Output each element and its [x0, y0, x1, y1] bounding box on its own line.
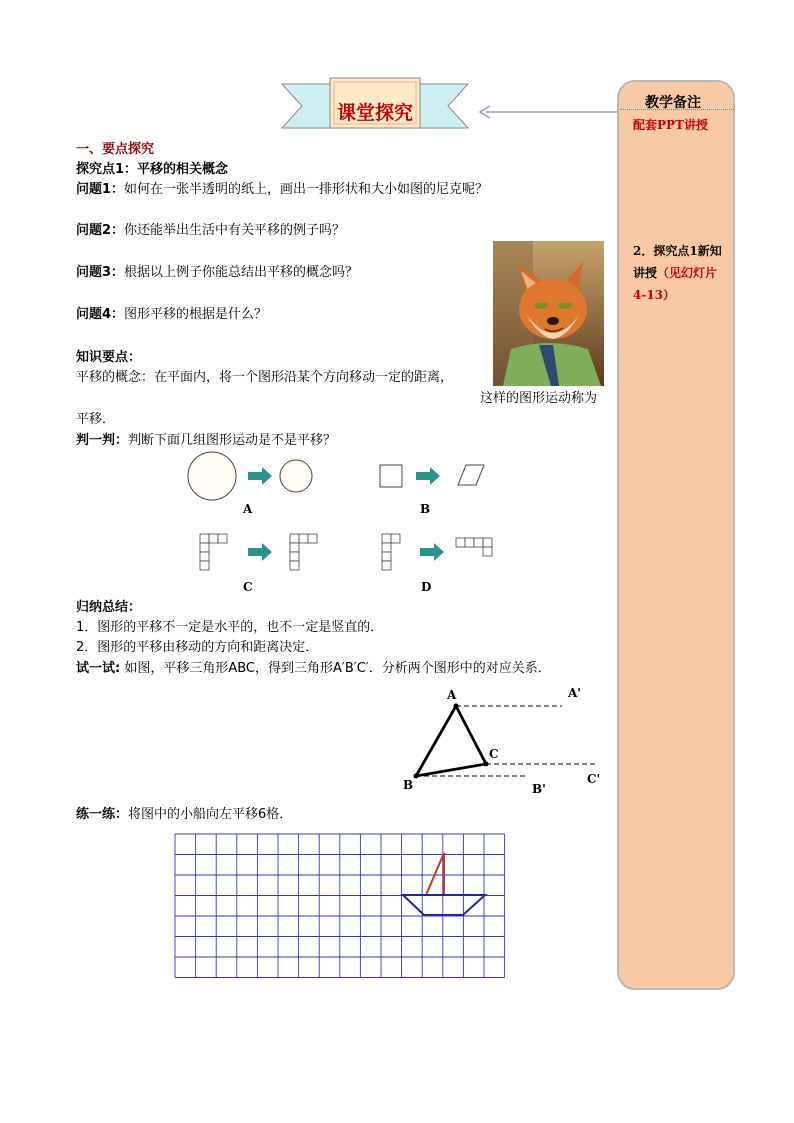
knowledge-heading: 知识要点：	[76, 350, 142, 365]
try-text: 如图，平移三角形ABC，得到三角形A′B′C′．分析两个图形中的对应关系．	[120, 661, 551, 676]
label-a-prime: A'	[568, 686, 581, 700]
practice-grid	[174, 833, 508, 981]
question-1-text: 如何在一张半透明的纸上，画出一排形状和大小如图的尼克呢？	[124, 182, 489, 197]
question-3	[76, 265, 358, 281]
option-a-label: A	[243, 502, 253, 516]
knowledge-line1: 平移的概念：在平面内，将一个图形沿某个方向移动一定的距离，	[76, 370, 454, 385]
option-d-shape-left	[382, 534, 400, 570]
section-heading: 一、要点探究	[76, 142, 155, 157]
try-label: 试一试:	[76, 661, 121, 676]
label-b: B	[403, 778, 414, 792]
question-2-label: 问题2：	[76, 223, 125, 238]
practice-line	[76, 807, 292, 823]
sidebar-note-red: （见幻灯片4-13）	[633, 266, 718, 302]
label-a: A	[447, 688, 457, 702]
try-line	[76, 661, 551, 677]
label-c: C	[489, 747, 499, 761]
option-b-arrow-icon	[416, 467, 440, 485]
question-4	[76, 307, 267, 323]
option-c-label: C	[243, 580, 253, 594]
boat-hull	[403, 895, 485, 915]
point1-heading: 探究点1：平移的相关概念	[76, 162, 229, 177]
question-3-label: 问题3：	[76, 265, 125, 280]
teaching-notes-panel	[617, 80, 735, 990]
sidebar-note	[633, 240, 725, 306]
label-b-prime: B'	[532, 782, 546, 796]
option-b-parallelogram	[458, 465, 484, 485]
summary-item-1: 1．图形的平移不一定是水平的，也不一定是竖直的．	[76, 620, 384, 635]
option-a-arrow-icon	[248, 467, 272, 485]
sidebar-note-black: 2．探究点1新知讲授	[633, 244, 722, 280]
question-3-text: 根据以上例子你能总结出平移的概念吗？	[124, 265, 359, 280]
question-2-text: 你还能举出生活中有关平移的例子吗？	[124, 223, 346, 238]
question-1-label: 问题1：	[76, 182, 125, 197]
judge-text: 判断下面几组图形运动是不是平移？	[128, 433, 337, 448]
knowledge-line2: 平移．	[76, 412, 116, 427]
judge-label: 判一判：	[76, 433, 129, 448]
option-c-shape-left	[200, 534, 227, 570]
question-4-text: 图形平移的根据是什么？	[124, 307, 268, 322]
option-d-arrow-icon	[420, 543, 444, 561]
option-d-shape-right	[456, 538, 492, 556]
option-d-label: D	[421, 580, 432, 594]
option-a-small-circle	[280, 460, 312, 492]
practice-text: 将图中的小船向左平移6格．	[128, 807, 293, 822]
triangle-abc	[416, 706, 486, 776]
fox-character-image	[493, 241, 604, 386]
boat-sail	[426, 853, 444, 895]
label-c-prime: C'	[587, 772, 601, 786]
pointer-arrow-icon	[476, 104, 622, 120]
knowledge-line1-tail: 这样的图形运动称为	[480, 391, 598, 406]
sidebar-subtitle: 配套PPT讲授	[633, 118, 708, 132]
sidebar-divider	[620, 109, 734, 110]
judge-figures	[180, 450, 510, 590]
option-a-large-circle	[188, 452, 236, 500]
option-c-shape-right	[290, 534, 317, 570]
option-b-label: B	[420, 502, 431, 516]
option-b-square	[380, 465, 402, 487]
question-2	[76, 223, 345, 239]
sidebar-title: 教学备注	[645, 95, 701, 111]
question-1	[76, 182, 488, 198]
summary-heading: 归纳总结：	[76, 600, 142, 615]
practice-label: 练一练：	[76, 807, 129, 822]
question-4-label: 问题4：	[76, 307, 125, 322]
banner-title: 课堂探究	[336, 102, 413, 124]
option-c-arrow-icon	[248, 543, 272, 561]
judge-line	[76, 433, 336, 449]
triangle-figure	[396, 684, 610, 800]
summary-item-2: 2．图形的平移由移动的方向和距离决定．	[76, 640, 319, 655]
